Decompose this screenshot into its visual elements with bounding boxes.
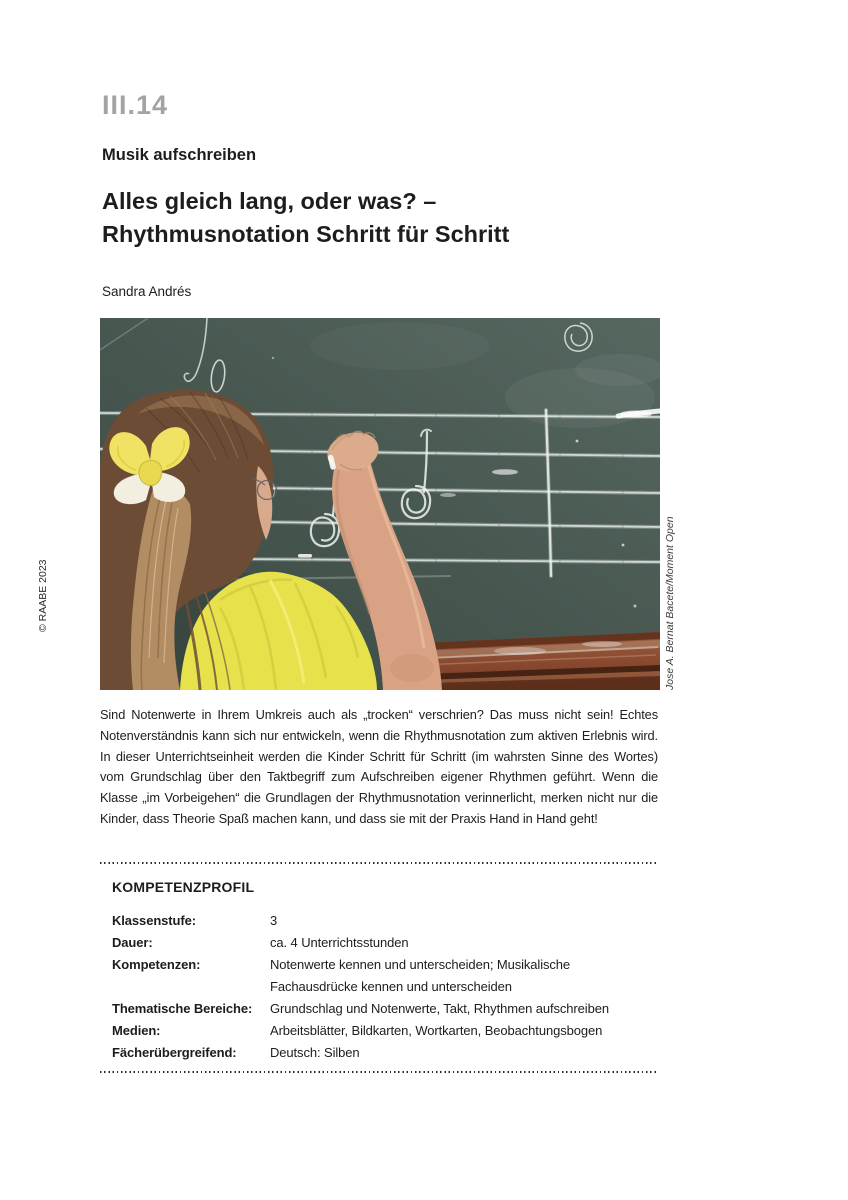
row-label: Fächerübergreifend: bbox=[112, 1045, 237, 1060]
row-label: Kompetenzen: bbox=[112, 957, 201, 972]
author-name: Sandra Andrés bbox=[102, 284, 192, 299]
profile-row-medien bbox=[112, 1020, 650, 1042]
dotted-rule-bottom bbox=[100, 1071, 658, 1073]
competence-profile-box bbox=[100, 862, 658, 1073]
dotted-rule-top bbox=[100, 862, 658, 864]
row-value: Deutsch: Silben bbox=[270, 1045, 360, 1060]
page-title-line1: Alles gleich lang, oder was? – bbox=[102, 188, 437, 214]
row-label: Dauer: bbox=[112, 935, 153, 950]
profile-row-thematische-bereiche bbox=[112, 998, 650, 1020]
chalkboard-photo bbox=[100, 318, 660, 690]
row-label: Klassenstufe: bbox=[112, 913, 196, 928]
competence-profile-heading: KOMPETENZPROFIL bbox=[112, 879, 255, 895]
row-value: Notenwerte kennen und unterscheiden; Musikalische Fachausdrücke kennen und unterscheiden bbox=[270, 957, 571, 994]
intro-paragraph: Sind Notenwerte in Ihrem Umkreis auch als „trocken“ verschrien? Das muss nicht sein! Echtes Notenverständnis kann sich nur entwickeln, wenn die Rhythmusnotation zum aktiven Erlebnis wird. In dieser Unterrichtseinheit werden die Kinder Schritt für Schritt (im wahrsten Sinne des Wortes) vom Grundschlag über den Taktbegriff zum Aufschreiben eigener Rhythmen geführt. Wenn die Klasse „im Vorbeigehen“ die Grundlagen der Rhythmusnotation verinnerlicht, merken nicht nur die Kinder, dass Theorie Spaß machen kann, und dass sie mit der Praxis Hand in Hand geht! bbox=[100, 707, 658, 826]
photo-credit: Jose A. Bernat Bacete/Moment Open bbox=[664, 516, 676, 690]
profile-row-klassenstufe bbox=[112, 910, 650, 932]
section-number: III.14 bbox=[102, 90, 169, 120]
copyright-vertical: © RAABE 2023 bbox=[37, 559, 49, 632]
row-label: Medien: bbox=[112, 1023, 161, 1038]
row-value: 3 bbox=[270, 913, 278, 928]
page-title-line2: Rhythmusnotation Schritt für Schritt bbox=[102, 221, 510, 247]
chalkboard-photo-svg bbox=[100, 318, 660, 690]
profile-row-faecheruebergreifend bbox=[112, 1042, 650, 1064]
category-heading: Musik aufschreiben bbox=[102, 146, 257, 164]
profile-row-kompetenzen bbox=[112, 954, 650, 998]
row-value: Grundschlag und Notenwerte, Takt, Rhythmen aufschreiben bbox=[270, 1001, 609, 1016]
row-label: Thematische Bereiche: bbox=[112, 1001, 253, 1016]
page-title bbox=[102, 185, 509, 251]
row-value: Arbeitsblätter, Bildkarten, Wortkarten, Beobachtungsbogen bbox=[270, 1023, 603, 1038]
row-value: ca. 4 Unterrichtsstunden bbox=[270, 935, 409, 950]
profile-row-dauer bbox=[112, 932, 650, 954]
